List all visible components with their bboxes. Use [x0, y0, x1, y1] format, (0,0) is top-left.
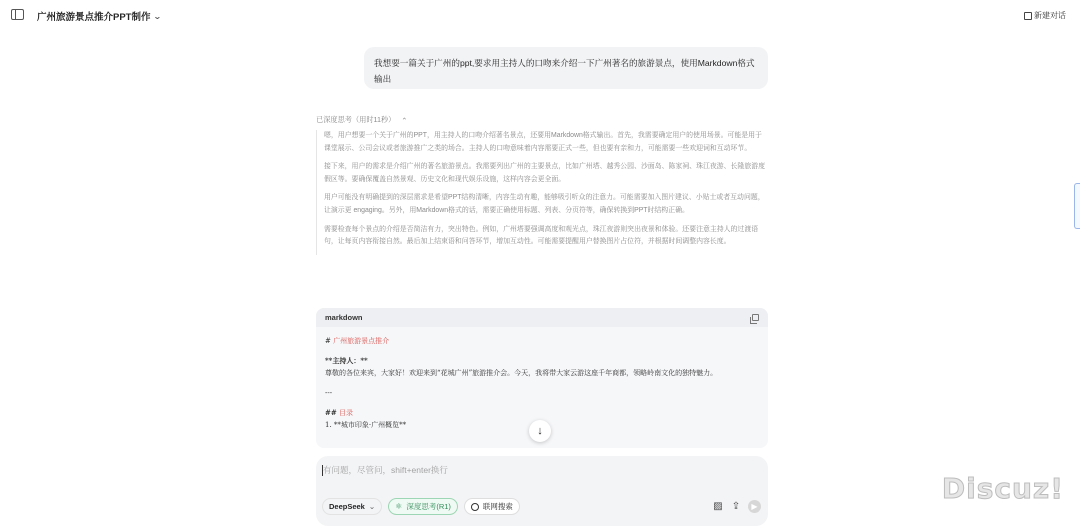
- atom-icon: ⚛: [395, 502, 403, 511]
- code-language-label: markdown: [325, 313, 363, 322]
- code-block-header: [316, 308, 768, 327]
- send-button[interactable]: ▶: [748, 500, 761, 513]
- user-message-bubble: 我想要一篇关于广州的ppt,要求用主持人的口吻来介绍一下广州著名的旅游景点，使用Markdown格式输出: [364, 47, 768, 89]
- thinking-paragraph: 接下来，用户的需求是介绍广州的著名旅游景点。我需要列出广州的主要景点，比如广州塔、越秀公园、沙面岛、陈家祠、珠江夜游、长隆旅游度假区等。要确保覆盖自然景观、历史文化和现代娱乐设施，这样内容会更全面。: [324, 163, 765, 183]
- model-selector[interactable]: [322, 498, 382, 515]
- model-label: DeepSeek: [329, 502, 365, 511]
- deep-think-label: 深度思考(R1): [406, 502, 451, 511]
- file-upload-icon[interactable]: ⇪: [731, 501, 741, 512]
- chevron-up-icon: ⌃: [401, 115, 408, 125]
- web-search-toggle[interactable]: [464, 498, 520, 515]
- thinking-content: [316, 130, 768, 255]
- thinking-paragraph: 用户可能没有明确提到的深层需求是希望PPT结构清晰，内容生动有趣，能够吸引听众的注意力。可能需要加入图片建议、小贴士或者互动问题，让演示更 engaging。另外，用Markdown格式的话，需要正确使用标题、列表、分页符等，确保转换到PPT时结构正确。: [324, 194, 765, 214]
- sidebar-toggle-icon[interactable]: [11, 9, 24, 20]
- chevron-down-icon: ⌄: [153, 11, 163, 21]
- code-line: # 广州旅游景点推介: [325, 337, 390, 345]
- chevron-down-icon: ⌄: [368, 502, 376, 511]
- thinking-paragraph: 需要检查每个景点的介绍是否简洁有力，突出特色。例如，广州塔要强调高度和观光点，珠江夜游则突出夜景和体验。还要注意主持人的过渡语句，让每页内容衔接自然。最后加上结束语和问答环节，增加互动性。可能需要提醒用户替换图片占位符，并根据时间调整内容长度。: [324, 225, 759, 246]
- image-upload-icon[interactable]: ▨: [713, 501, 723, 512]
- chat-input-box: [316, 456, 768, 526]
- top-bar: [0, 0, 1080, 32]
- chat-input[interactable]: [323, 465, 743, 475]
- chat-title-dropdown[interactable]: [37, 9, 161, 23]
- code-line: 尊敬的各位来宾，大家好！欢迎来到“花城广州”旅游推介会。今天，我将带大家云游这座千年商都，领略岭南文化的独特魅力。: [325, 369, 718, 377]
- new-chat-icon: [1024, 12, 1032, 20]
- arrow-down-icon: ↓: [537, 425, 543, 437]
- scroll-to-bottom-button[interactable]: [529, 420, 551, 442]
- new-chat-label: 新建对话: [1034, 11, 1066, 20]
- new-chat-button[interactable]: [1024, 10, 1066, 21]
- web-search-label: 联网搜索: [482, 502, 513, 511]
- thinking-paragraph: 嗯，用户想要一个关于广州的PPT，用主持人的口吻介绍著名景点，还要用Markdown格式输出。首先，我需要确定用户的使用场景。可能是用于课堂展示、公司会议或者旅游推广之类的场合。主持人的口吻意味着内容需要正式一些，但也要有亲和力，可能需要一些欢迎词和互动环节。: [324, 132, 762, 152]
- copy-icon[interactable]: [752, 314, 759, 321]
- thinking-header-label: 已深度思考（用时11秒）: [316, 115, 396, 124]
- watermark-logo: Discuz!: [941, 472, 1064, 505]
- side-feedback-tab[interactable]: [1074, 183, 1080, 229]
- deep-think-toggle[interactable]: [388, 498, 458, 515]
- chat-title: 广州旅游景点推介PPT制作: [37, 12, 151, 23]
- input-controls: [322, 498, 520, 515]
- code-line: ## 目录: [325, 408, 353, 417]
- code-line: ---: [325, 389, 333, 397]
- code-line: **主持人：**: [325, 356, 368, 365]
- code-line: 1. **城市印象·广州概览**: [325, 421, 407, 429]
- globe-icon: [471, 503, 479, 511]
- thinking-toggle[interactable]: [316, 115, 407, 125]
- input-tools: [712, 500, 761, 513]
